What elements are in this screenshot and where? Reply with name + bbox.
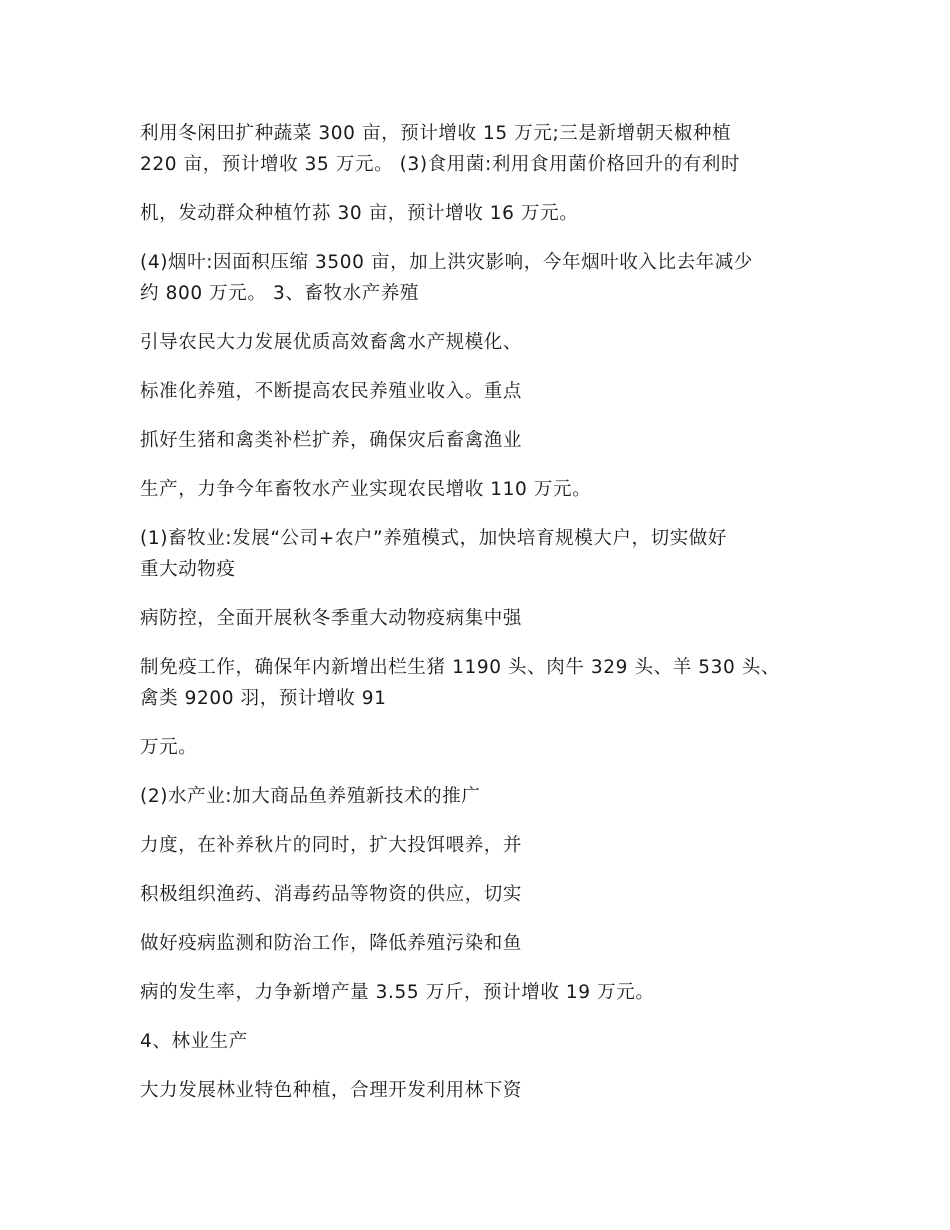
- paragraph-tobacco: (4)烟叶:因面积压缩 3500 亩，加上洪灾影响，今年烟叶收入比去年减少 约 800 万元。 3、畜牧水产养殖: [140, 252, 753, 304]
- paragraph-aquaculture-5: 病的发生率，力争新增产量 3.55 万斤，预计增收 19 万元。: [140, 982, 655, 1003]
- paragraph-livestock-intro-1: 引导农民大力发展优质高效畜禽水产规模化、: [140, 332, 523, 353]
- paragraph-mushroom-cont: 机，发动群众种植竹荪 30 亩，预计增收 16 万元。: [140, 203, 579, 224]
- paragraph-immunization: 制免疫工作，确保年内新增出栏生猪 1190 头、肉牛 329 头、羊 530 头、 禽类 9200 羽，预计增收 91: [140, 657, 781, 709]
- paragraph-disease-control: 病防控，全面开展秋冬季重大动物疫病集中强: [140, 608, 523, 629]
- paragraph-animal-husbandry: (1)畜牧业:发展“公司+农户”养殖模式，加快培育规模大户，切实做好 重大动物疫: [140, 528, 728, 580]
- paragraph-immunization-end: 万元。: [140, 737, 198, 758]
- paragraph-livestock-intro-4: 生产，力争今年畜牧水产业实现农民增收 110 万元。: [140, 479, 592, 500]
- paragraph-forestry: 大力发展林业特色种植，合理开发利用林下资: [140, 1080, 523, 1101]
- paragraph-aquaculture-3: 积极组织渔药、消毒药品等物资的供应，切实: [140, 884, 523, 905]
- paragraph-livestock-intro-3: 抓好生猪和禽类补栏扩养，确保灾后畜禽渔业: [140, 430, 523, 451]
- document-body: [140, 118, 820, 1106]
- section-heading-forestry: 4、林业生产: [140, 1031, 248, 1052]
- paragraph-vegetables-mushrooms: 利用冬闲田扩种蔬菜 300 亩，预计增收 15 万元;三是新增朝天椒种植 220 亩，预计增收 35 万元。 (3)食用菌:利用食用菌价格回升的有利时: [140, 123, 741, 175]
- paragraph-aquaculture-1: (2)水产业:加大商品鱼养殖新技术的推广: [140, 786, 481, 807]
- paragraph-aquaculture-4: 做好疫病监测和防治工作，降低养殖污染和鱼: [140, 933, 523, 954]
- paragraph-livestock-intro-2: 标准化养殖，不断提高农民养殖业收入。重点: [140, 381, 523, 402]
- paragraph-aquaculture-2: 力度，在补养秋片的同时，扩大投饵喂养，并: [140, 835, 523, 856]
